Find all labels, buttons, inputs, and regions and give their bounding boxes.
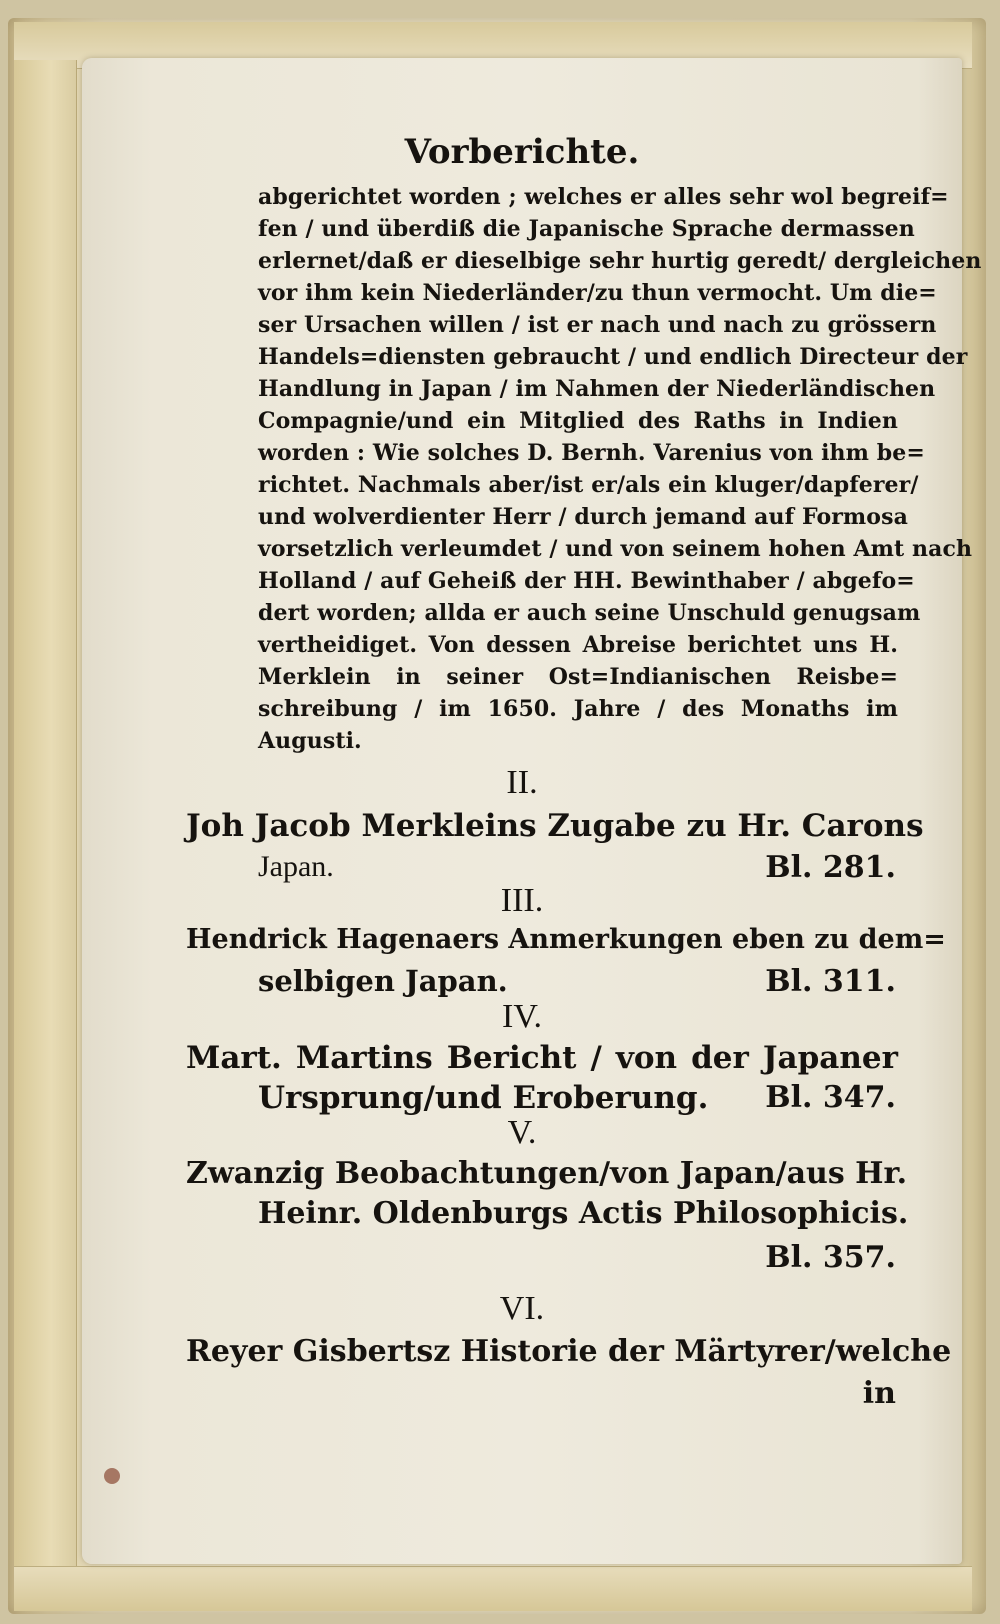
section-numeral: III.	[500, 882, 544, 919]
binding-bottom-fold	[14, 1566, 972, 1611]
paragraph-line: vor ihm kein Niederländer/zu thun vermocht. Um die=	[258, 280, 937, 306]
section-numeral: IV.	[502, 998, 542, 1035]
page-reference: Bl. 357.	[765, 1240, 896, 1275]
catchword: in	[862, 1376, 896, 1411]
paragraph-line: und wolverdienter Herr / durch jemand auf Formosa	[258, 504, 908, 530]
page-reference: Bl. 311.	[765, 964, 896, 999]
section-numeral: V.	[507, 1114, 537, 1151]
paragraph-line: ser Ursachen willen / ist er nach und nach zu grössern	[258, 312, 937, 338]
paragraph-line: Augusti.	[258, 728, 362, 754]
section-title: Hendrick Hagenaers Anmerkungen eben zu dem=	[186, 924, 946, 955]
section-title-continued: Heinr. Oldenburgs Actis Philosophicis.	[258, 1196, 909, 1231]
paragraph-line: abgerichtet worden ; welches er alles sehr wol begreif=	[258, 184, 949, 210]
section-title: Joh Jacob Merkleins Zugabe zu Hr. Carons	[186, 808, 924, 844]
paragraph-line: worden : Wie solches D. Bernh. Varenius von ihm be=	[258, 440, 925, 466]
section-numeral: VI.	[499, 1290, 545, 1327]
paragraph-line: vertheidiget. Von dessen Abreise berichtet uns H.	[258, 632, 898, 658]
section-title-continued: Japan.	[258, 850, 334, 883]
paragraph-line: vorsetzlich verleumdet / und von seinem hohen Amt nach	[258, 536, 973, 562]
paragraph-line: Merklein in seiner Ost=Indianischen Reisbe=	[258, 664, 898, 690]
paragraph-line: Compagnie/und ein Mitglied des Raths in Indien	[258, 408, 898, 434]
stain-mark	[104, 1468, 120, 1484]
section-numeral: II.	[506, 764, 538, 801]
paragraph-line: fen / und überdiß die Japanische Sprache dermassen	[258, 216, 915, 242]
page-header: Vorberichte.	[404, 132, 640, 172]
section-title: Reyer Gisbertsz Historie der Märtyrer/welche	[186, 1334, 952, 1369]
paragraph-line: schreibung / im 1650. Jahre / des Monaths im	[258, 696, 898, 722]
section-title: Zwanzig Beobachtungen/von Japan/aus Hr.	[186, 1156, 908, 1191]
paragraph-line: erlernet/daß er dieselbige sehr hurtig geredt/ dergleichen	[258, 248, 982, 274]
paragraph-line: dert worden; allda er auch seine Unschuld genugsam	[258, 600, 921, 626]
binding-left-fold	[14, 60, 77, 1580]
paragraph-line: Handels=diensten gebraucht / und endlich Directeur der	[258, 344, 968, 370]
paragraph-line: Holland / auf Geheiß der HH. Bewinthaber / abgefo=	[258, 568, 915, 594]
section-title: Mart. Martins Bericht / von der Japaner	[186, 1040, 898, 1076]
page-reference: Bl. 281.	[765, 850, 896, 885]
paragraph-line: Handlung in Japan / im Nahmen der Niederländischen	[258, 376, 936, 402]
paragraph-line: richtet. Nachmals aber/ist er/als ein kluger/dapferer/	[258, 472, 919, 498]
section-title-continued: Ursprung/und Eroberung.	[258, 1080, 709, 1116]
section-title-continued: selbigen Japan.	[258, 964, 508, 998]
page-reference: Bl. 347.	[765, 1080, 896, 1115]
